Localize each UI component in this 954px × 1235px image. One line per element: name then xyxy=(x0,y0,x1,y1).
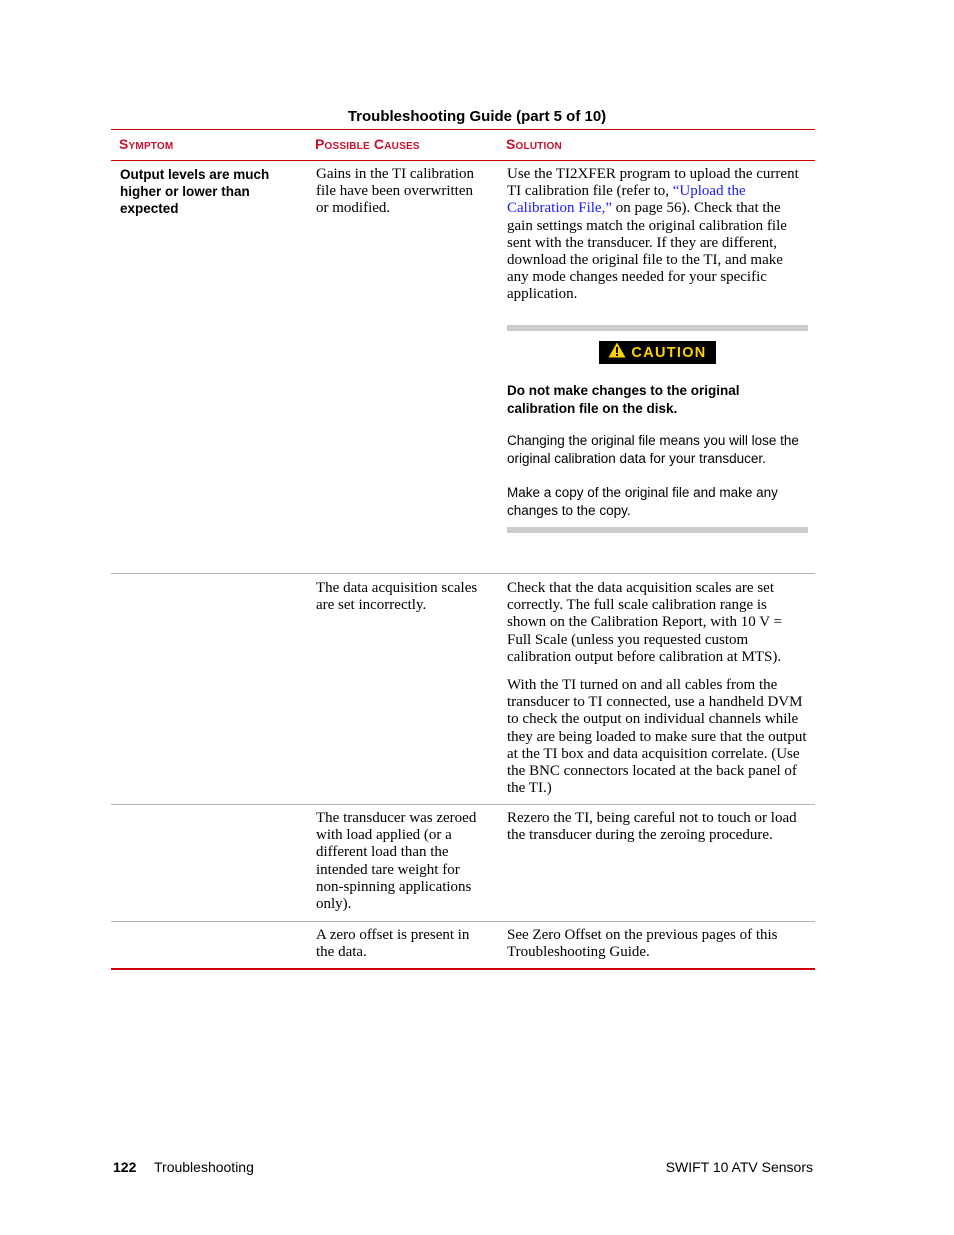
table-caption: Troubleshooting Guide (part 5 of 10) xyxy=(347,108,607,125)
solution-text-part: on page 56). Check that the gain settings match the original calibration file sent with the transducer. If they are different, download the original file to the TI, and make any mode changes needed for your specific application. xyxy=(507,200,787,303)
cause-text: Gains in the TI calibration file have been overwritten or modified. xyxy=(316,166,475,217)
footer-section: Troubleshooting xyxy=(154,1159,254,1175)
cause-text: A zero offset is present in the data. xyxy=(316,927,470,961)
solution-text-part: Use the TI2XFER program to upload the current TI calibration file (refer to, xyxy=(507,166,799,200)
cause-text: The transducer was zeroed with load applied (or a different load than the intended tare weight for non-spinning applications only). xyxy=(316,810,477,913)
header-symptom: Symptom xyxy=(119,136,174,152)
warning-icon xyxy=(608,342,626,363)
table-bottom-rule xyxy=(111,968,815,970)
solution-text xyxy=(507,166,807,304)
caution-paragraph: Make a copy of the original file and make any changes to the copy. xyxy=(507,485,778,518)
header-possible-causes: Possible Causes xyxy=(315,136,420,152)
footer-product: SWIFT 10 ATV Sensors xyxy=(665,1159,813,1175)
solution-text: See Zero Offset on the previous pages of this Troubleshooting Guide. xyxy=(507,927,778,961)
solution-text: Rezero the TI, being careful not to touch or load the transducer during the zeroing procedure. xyxy=(507,810,797,844)
header-solution: Solution xyxy=(506,136,562,152)
upload-calibration-link[interactable]: “Upload the Calibration File,” xyxy=(507,183,746,217)
solution-paragraph: Check that the data acquisition scales are set correctly. The full scale calibration range is shown on the Calibration Report, with 10 V = Full Scale (unless you requested custom calibration output before calibration at MTS). xyxy=(507,580,782,665)
caution-badge xyxy=(599,341,716,364)
symptom-text: Output levels are much higher or lower than expected xyxy=(120,167,270,216)
row-divider xyxy=(111,921,815,922)
page-number: 122 xyxy=(113,1159,137,1175)
row-divider xyxy=(111,804,815,805)
table-top-rule xyxy=(111,129,815,130)
row-divider xyxy=(111,573,815,574)
caution-paragraph: Changing the original file means you will lose the original calibration data for your transducer. xyxy=(507,433,799,466)
header-rule xyxy=(111,160,815,161)
cause-text: The data acquisition scales are set incorrectly. xyxy=(316,580,478,614)
caution-label: CAUTION xyxy=(631,344,707,361)
solution-text xyxy=(507,580,807,808)
caution-heading: Do not make changes to the original calibration file on the disk. xyxy=(507,383,740,416)
solution-paragraph: With the TI turned on and all cables from the transducer to TI connected, use a handheld DVM to check the output on individual channels while they are being loaded to make sure that the output at the TI box and data acquisition correlate. (Use the BNC connectors located at the back panel of the TI.) xyxy=(507,677,807,797)
caution-top-bar xyxy=(507,325,808,331)
caution-bottom-bar xyxy=(507,527,808,533)
